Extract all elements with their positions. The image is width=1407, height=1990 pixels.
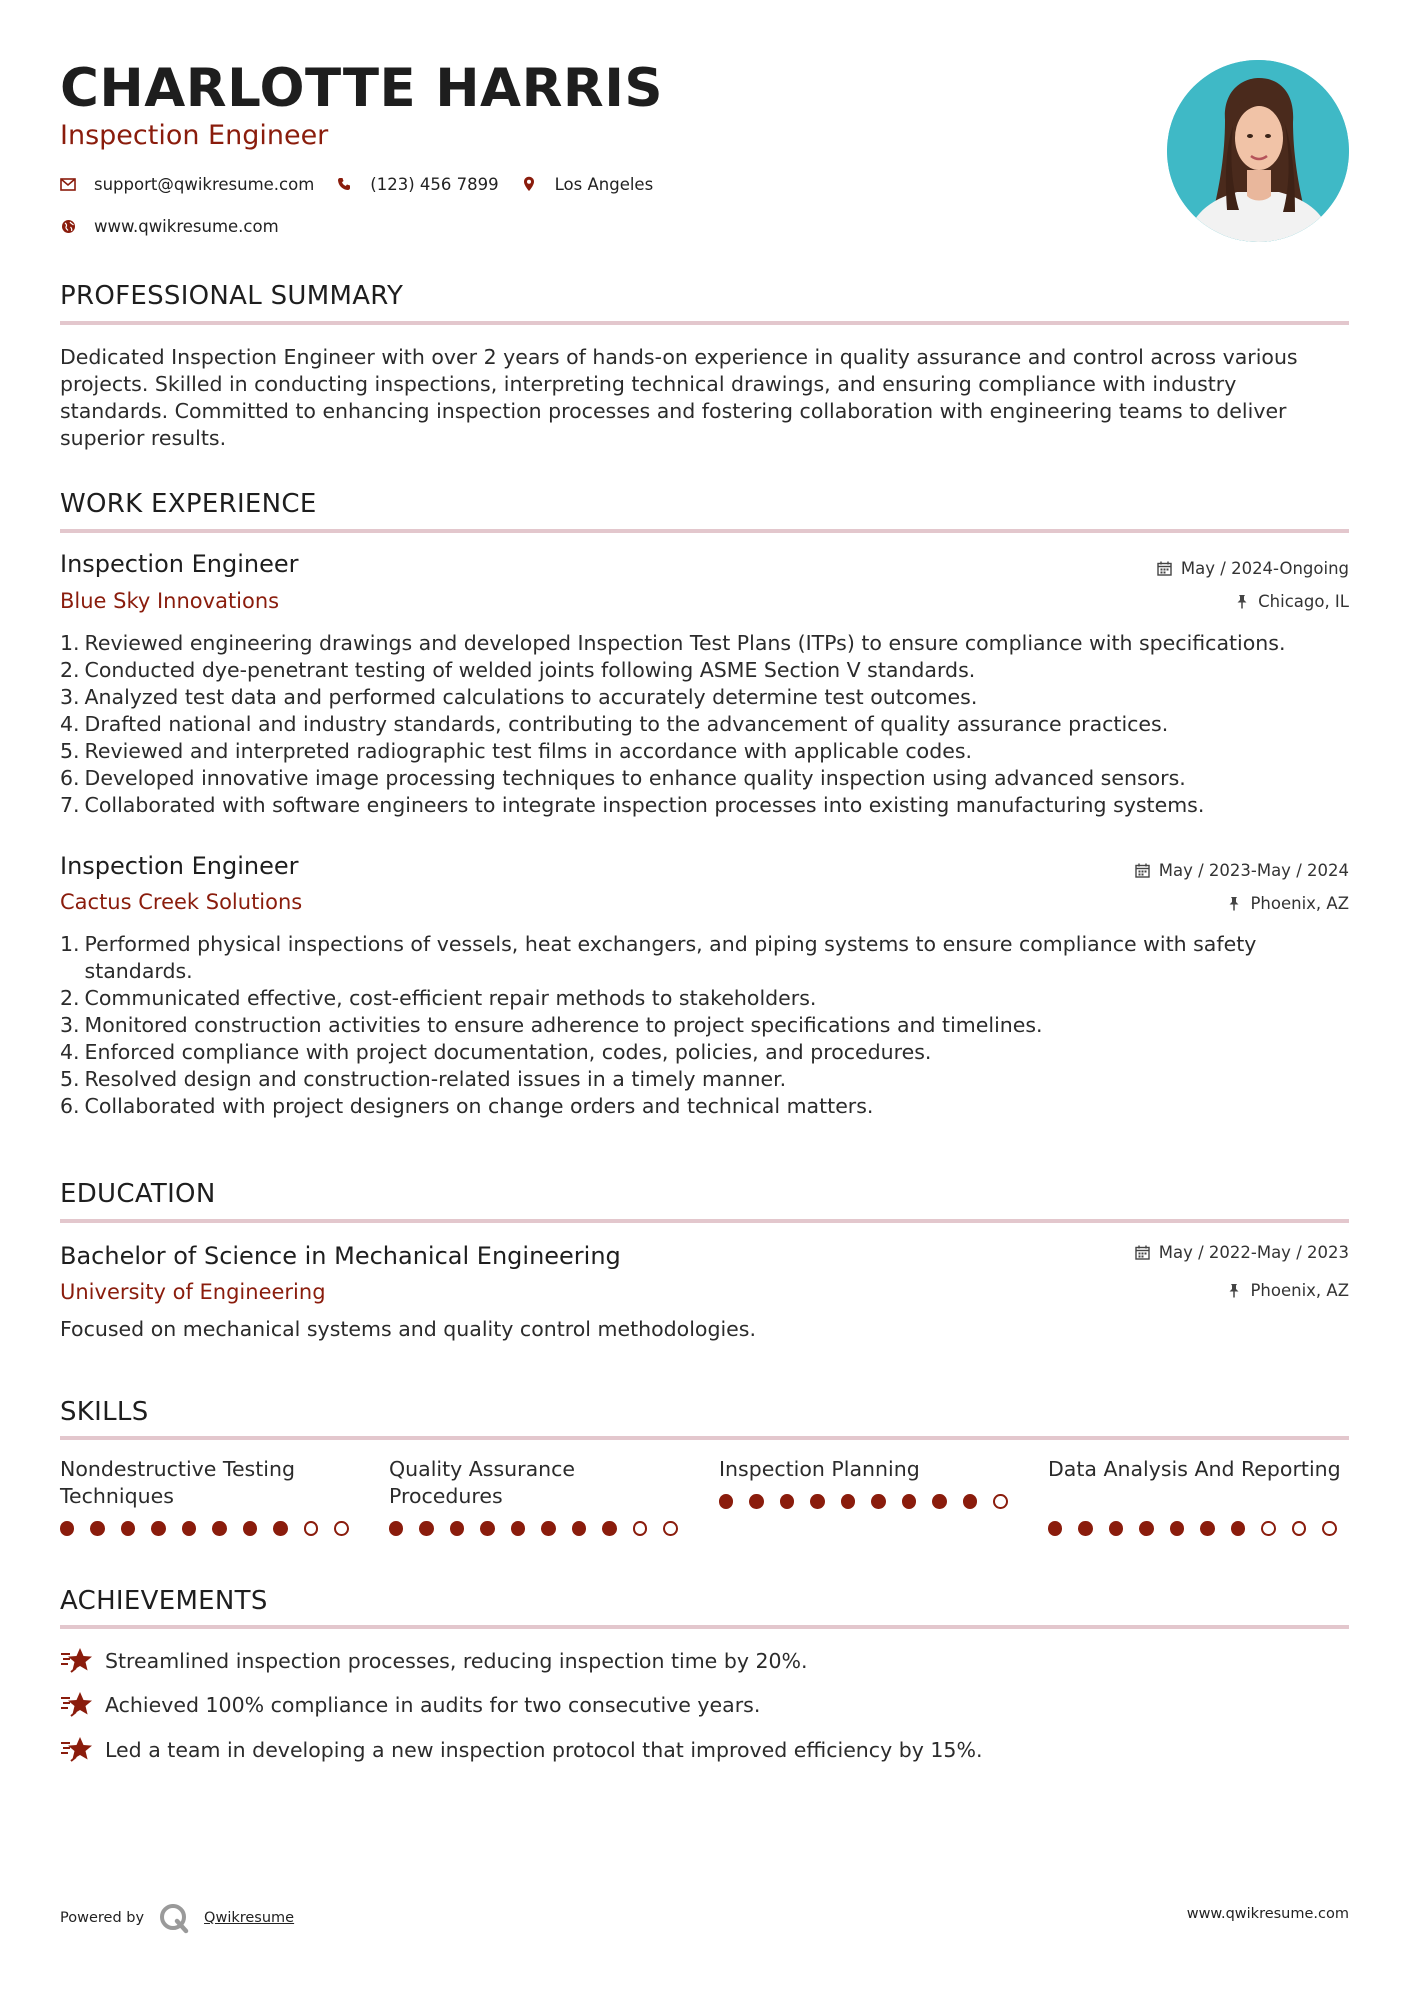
rating-dot-filled	[749, 1494, 763, 1509]
job-bullets	[60, 931, 1349, 1120]
rating-dot-empty	[304, 1521, 319, 1536]
website-row	[60, 215, 279, 237]
skill-name: Inspection Planning	[719, 1457, 920, 1481]
rating-dot-filled	[243, 1521, 257, 1536]
education-location	[1226, 1281, 1349, 1300]
job-dates-text: May / 2023-May / 2024	[1158, 861, 1349, 880]
list-item: 5. Reviewed and interpreted radiographic test films in accordance with applicable codes.	[60, 739, 973, 763]
company-name: Blue Sky Innovations	[60, 589, 280, 613]
rating-dot-empty	[1292, 1521, 1307, 1536]
school-name: University of Engineering	[60, 1280, 326, 1304]
rating-dot-empty	[334, 1521, 349, 1536]
job-dates-text: May / 2024-Ongoing	[1180, 559, 1349, 578]
section-divider	[60, 1625, 1349, 1629]
calendar-icon	[1157, 561, 1172, 576]
education-heading: EDUCATION	[60, 1179, 216, 1209]
list-item: 1. Reviewed engineering drawings and developed Inspection Test Plans (ITPs) to ensure compliance with specifications.	[60, 631, 1286, 655]
calendar-icon	[1135, 1245, 1150, 1260]
rating-dot-empty	[633, 1521, 648, 1536]
skill-rating	[389, 1521, 694, 1536]
rating-dot-filled	[182, 1521, 196, 1536]
map-pin-icon	[521, 176, 537, 192]
skill-item	[60, 1456, 365, 1536]
list-item: 2. Communicated effective, cost-efficient repair methods to stakeholders.	[60, 986, 817, 1010]
rating-dot-filled	[810, 1494, 824, 1509]
rating-dot-filled	[1200, 1521, 1214, 1536]
rating-dot-filled	[389, 1521, 403, 1536]
qwikresume-link[interactable]: Qwikresume	[204, 1910, 295, 1926]
section-divider	[60, 321, 1349, 325]
rating-dot-filled	[932, 1494, 946, 1509]
section-divider	[60, 1436, 1349, 1440]
phone-number[interactable]: (123) 456 7899	[370, 174, 499, 194]
website-link[interactable]: www.qwikresume.com	[94, 216, 279, 236]
rating-dot-filled	[121, 1521, 135, 1536]
achievement-item	[60, 1646, 808, 1676]
achievement-text: Achieved 100% compliance in audits for two consecutive years.	[105, 1693, 761, 1717]
skills-heading: SKILLS	[60, 1397, 149, 1427]
rating-dot-filled	[902, 1494, 916, 1509]
rating-dot-filled	[419, 1521, 433, 1536]
star-achievement-icon	[60, 1646, 94, 1676]
rating-dot-filled	[541, 1521, 555, 1536]
job-bullets	[60, 630, 1349, 819]
rating-dot-filled	[1078, 1521, 1092, 1536]
rating-dot-filled	[841, 1494, 855, 1509]
candidate-title: Inspection Engineer	[60, 120, 329, 151]
rating-dot-empty	[993, 1494, 1008, 1509]
qwikresume-logo-icon	[158, 1902, 190, 1934]
education-dates	[1135, 1243, 1349, 1262]
list-item: 5. Resolved design and construction-related issues in a timely manner.	[60, 1067, 787, 1091]
summary-text: Dedicated Inspection Engineer with over 2 years of hands-on experience in quality assurance and control across various projects. Skilled in conducting inspections, interpreting technical drawings, and ensuring compliance with industry standards. Committed to enhancing inspection processes and fostering collaboration with engineering teams to deliver superior results.	[60, 345, 1298, 450]
rating-dot-filled	[602, 1521, 616, 1536]
calendar-icon	[1135, 863, 1150, 878]
job-title: Inspection Engineer	[60, 852, 299, 880]
list-item: 6. Developed innovative image processing techniques to enhance quality inspection using advanced sensors.	[60, 766, 1186, 790]
rating-dot-empty	[1261, 1521, 1276, 1536]
star-achievement-icon	[60, 1735, 94, 1765]
skill-name: Nondestructive Testing Techniques	[60, 1457, 295, 1508]
rating-dot-filled	[1231, 1521, 1245, 1536]
rating-dot-filled	[1048, 1521, 1062, 1536]
experience-heading: WORK EXPERIENCE	[60, 489, 317, 519]
achievement-item	[60, 1690, 760, 1720]
job-dates	[1135, 861, 1349, 880]
rating-dot-empty	[1322, 1521, 1337, 1536]
rating-dot-filled	[1109, 1521, 1123, 1536]
rating-dot-empty	[663, 1521, 678, 1536]
rating-dot-filled	[572, 1521, 586, 1536]
job-dates	[1157, 559, 1349, 578]
rating-dot-filled	[1170, 1521, 1184, 1536]
skill-rating	[719, 1494, 1024, 1509]
pushpin-icon	[1226, 1283, 1241, 1298]
rating-dot-filled	[511, 1521, 525, 1536]
skill-item	[389, 1456, 694, 1536]
rating-dot-filled	[480, 1521, 494, 1536]
rating-dot-filled	[963, 1494, 977, 1509]
contact-row	[60, 173, 653, 195]
footer-website[interactable]: www.qwikresume.com	[1186, 1906, 1349, 1922]
rating-dot-filled	[151, 1521, 165, 1536]
job-location	[1226, 894, 1349, 913]
section-divider	[60, 529, 1349, 533]
envelope-icon	[60, 176, 76, 192]
list-item: 6. Collaborated with project designers on change orders and technical matters.	[60, 1094, 874, 1118]
footer-powered-by	[60, 1902, 294, 1934]
rating-dot-filled	[450, 1521, 464, 1536]
list-item: 4. Enforced compliance with project documentation, codes, policies, and procedures.	[60, 1040, 932, 1064]
education-description: Focused on mechanical systems and quality control methodologies.	[60, 1317, 756, 1341]
achievements-heading: ACHIEVEMENTS	[60, 1586, 268, 1616]
rating-dot-filled	[273, 1521, 287, 1536]
achievement-text: Led a team in developing a new inspection protocol that improved efficiency by 15%.	[105, 1738, 983, 1762]
rating-dot-filled	[871, 1494, 885, 1509]
candidate-name: CHARLOTTE HARRIS	[60, 58, 664, 119]
list-item: 4. Drafted national and industry standards, contributing to the advancement of quality assurance practices.	[60, 712, 1169, 736]
rating-dot-filled	[719, 1494, 733, 1509]
education-location-text: Phoenix, AZ	[1250, 1281, 1349, 1300]
profile-photo	[1167, 60, 1349, 242]
job-location	[1234, 592, 1349, 611]
company-name: Cactus Creek Solutions	[60, 890, 303, 914]
list-item: 7. Collaborated with software engineers to integrate inspection processes into existing manufacturing systems.	[60, 793, 1205, 817]
skill-name: Data Analysis And Reporting	[1048, 1457, 1341, 1481]
rating-dot-filled	[212, 1521, 226, 1536]
pushpin-icon	[1226, 896, 1241, 911]
email-link[interactable]: support@qwikresume.com	[94, 174, 315, 194]
phone-icon	[336, 176, 352, 192]
job-location-text: Chicago, IL	[1258, 592, 1349, 611]
pushpin-icon	[1234, 594, 1249, 609]
degree-title: Bachelor of Science in Mechanical Engineering	[60, 1242, 621, 1270]
skill-item	[1048, 1456, 1353, 1536]
job-location-text: Phoenix, AZ	[1250, 894, 1349, 913]
rating-dot-filled	[60, 1521, 74, 1536]
skill-rating	[1048, 1521, 1353, 1536]
globe-icon	[60, 218, 76, 234]
rating-dot-filled	[1139, 1521, 1153, 1536]
rating-dot-filled	[780, 1494, 794, 1509]
job-title: Inspection Engineer	[60, 550, 299, 578]
star-achievement-icon	[60, 1690, 94, 1720]
section-divider	[60, 1219, 1349, 1223]
education-dates-text: May / 2022-May / 2023	[1158, 1243, 1349, 1262]
list-item: 3. Monitored construction activities to ensure adherence to project specifications and timelines.	[60, 1013, 1043, 1037]
achievement-item	[60, 1735, 982, 1765]
achievement-text: Streamlined inspection processes, reducing inspection time by 20%.	[105, 1649, 808, 1673]
list-item: 3. Analyzed test data and performed calculations to accurately determine test outcomes.	[60, 685, 978, 709]
list-item: 1. Performed physical inspections of vessels, heat exchangers, and piping systems to ensure compliance with safety standards.	[60, 932, 1257, 983]
list-item: 2. Conducted dye-penetrant testing of welded joints following ASME Section V standards.	[60, 658, 976, 682]
skill-rating	[60, 1521, 365, 1536]
powered-by-label: Powered by	[60, 1910, 145, 1926]
rating-dot-filled	[90, 1521, 104, 1536]
skill-item	[719, 1456, 1024, 1509]
location-text: Los Angeles	[554, 174, 654, 194]
skill-name: Quality Assurance Procedures	[389, 1457, 576, 1508]
summary-heading: PROFESSIONAL SUMMARY	[60, 281, 404, 311]
